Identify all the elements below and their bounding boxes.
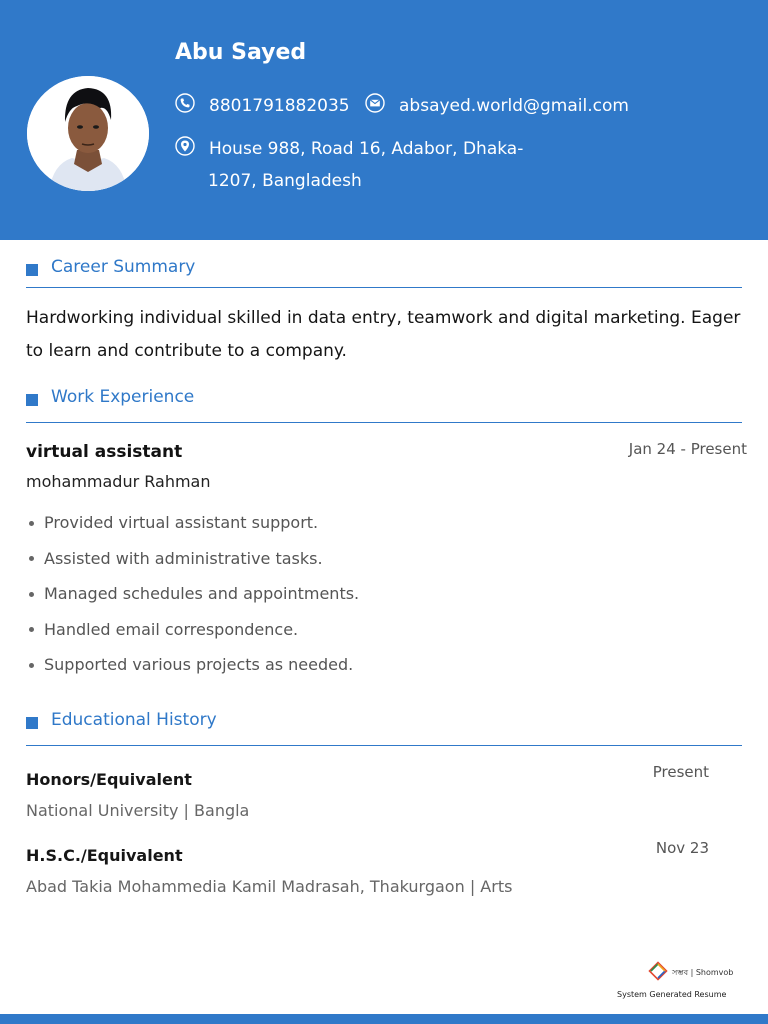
job-title: virtual assistant: [26, 442, 183, 462]
resume-header: [0, 0, 768, 240]
email-icon: [365, 93, 399, 118]
address-line-1: House 988, Road 16, Adabor, Dhaka-: [209, 138, 524, 159]
work-experience-title: Work Experience: [51, 387, 195, 407]
education-date: Present: [652, 763, 709, 781]
education-institution: Abad Takia Mohammedia Kamil Madrasah, Thakurgaon | Arts: [26, 877, 513, 896]
job-date: Jan 24 - Present: [628, 440, 747, 458]
shomvob-logo-icon: [648, 961, 668, 985]
email-contact: [365, 93, 629, 118]
list-item: Provided virtual assistant support.: [26, 505, 706, 541]
list-item: Assisted with administrative tasks.: [26, 541, 706, 577]
section-marker-icon: [26, 717, 38, 729]
profile-photo: [27, 76, 149, 191]
career-summary-title: Career Summary: [51, 257, 196, 277]
system-generated-caption: System Generated Resume: [617, 990, 727, 999]
phone-number[interactable]: 8801791882035: [209, 95, 350, 116]
list-item: Supported various projects as needed.: [26, 647, 706, 683]
education-date: Nov 23: [655, 839, 709, 857]
career-summary-text: Hardworking individual skilled in data entry, teamwork and digital marketing. Eager to learn and contribute to a company.: [26, 308, 741, 361]
footer-bar: [0, 1014, 768, 1024]
phone-icon: [175, 93, 209, 118]
list-item: Handled email correspondence.: [26, 612, 706, 648]
list-item: Managed schedules and appointments.: [26, 576, 706, 612]
section-marker-icon: [26, 394, 38, 406]
location-pin-icon: [175, 136, 209, 161]
section-marker-icon: [26, 264, 38, 276]
career-summary-heading: [26, 257, 742, 288]
education-institution: National University | Bangla: [26, 801, 250, 820]
candidate-name: Abu Sayed: [175, 40, 307, 65]
education-heading: [26, 710, 742, 746]
address-line-2: 1207, Bangladesh: [208, 171, 362, 191]
education-degree: H.S.C./Equivalent: [26, 846, 183, 865]
brand-name: সম্ভব | Shomvob: [672, 967, 734, 977]
address-contact: [175, 136, 523, 161]
education-title: Educational History: [51, 710, 217, 730]
education-degree: Honors/Equivalent: [26, 770, 192, 789]
job-company: mohammadur Rahman: [26, 472, 211, 491]
email-address[interactable]: absayed.world@gmail.com: [399, 95, 629, 116]
work-experience-heading: [26, 387, 742, 423]
job-duties-list: [26, 505, 706, 683]
phone-contact: [175, 93, 350, 118]
shomvob-brand: [648, 961, 733, 985]
